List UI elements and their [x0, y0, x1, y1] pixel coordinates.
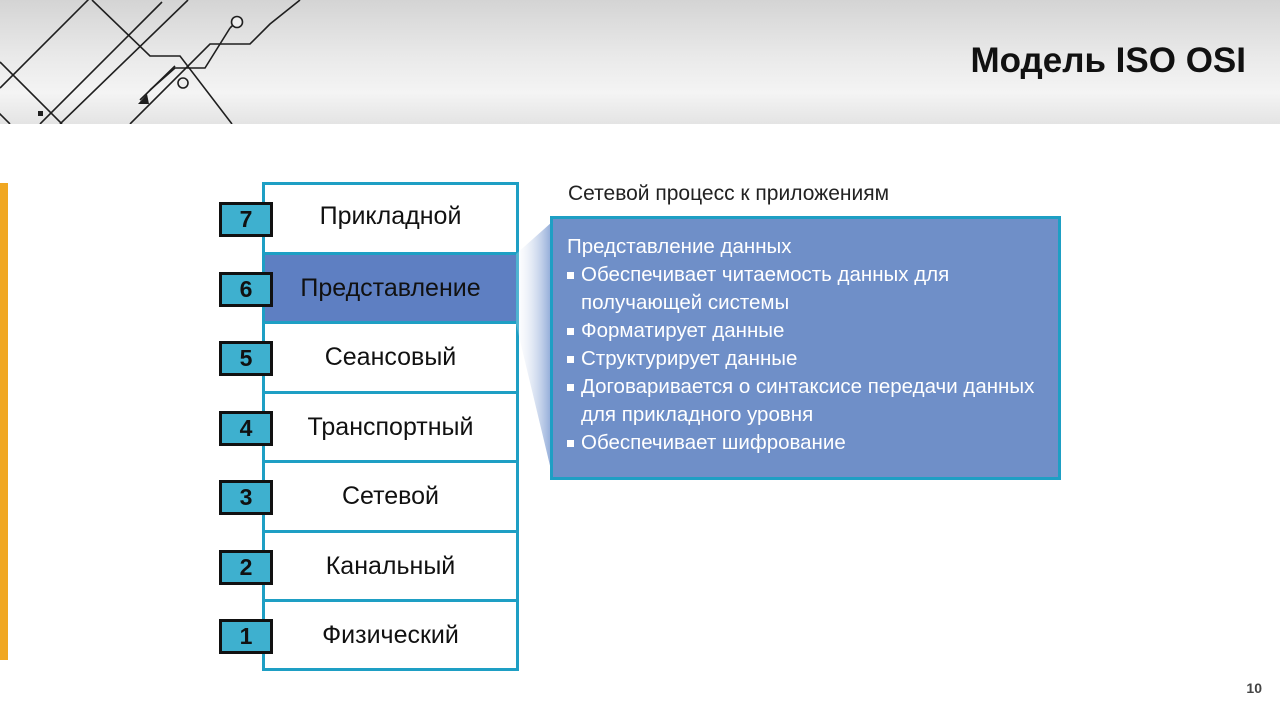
details-item-text: Структурирует данные: [581, 347, 798, 370]
bullet-icon: [567, 356, 574, 363]
layer-1-label: Физический: [262, 599, 519, 668]
layer-1-number: 1: [219, 619, 273, 654]
circuit-decoration: [0, 0, 330, 124]
details-list: [567, 261, 1046, 457]
slide-header: [0, 0, 1280, 124]
layer-3-number: 3: [219, 480, 273, 515]
details-item: [567, 261, 1046, 317]
layer-3-label: Сетевой: [262, 460, 519, 529]
details-item: [567, 317, 1046, 345]
layer-4-number: 4: [219, 411, 273, 446]
details-item-text: Обеспечивает читаемость данных для получающей системы: [581, 263, 950, 314]
layer-7-number: 7: [219, 202, 273, 237]
callout-connector: [516, 216, 552, 474]
details-item: [567, 345, 1046, 373]
bullet-icon: [567, 384, 574, 391]
bullet-icon: [567, 440, 574, 447]
accent-bar: [0, 183, 8, 660]
layer-5-number: 5: [219, 341, 273, 376]
layer-2-label: Канальный: [262, 530, 519, 599]
layer-6-number: 6: [219, 272, 273, 307]
presentation-layer-details: [550, 216, 1061, 480]
layer-5-label: Сеансовый: [262, 321, 519, 390]
details-item: [567, 429, 1046, 457]
bullet-icon: [567, 328, 574, 335]
details-item-text: Договаривается о синтаксисе передачи данных для прикладного уровня: [581, 375, 1035, 426]
layer-6-label: Представление: [262, 252, 519, 321]
details-item-text: Обеспечивает шифрование: [581, 431, 846, 454]
bullet-icon: [567, 272, 574, 279]
details-heading: Представление данных: [567, 235, 792, 258]
page-number: 10: [1246, 680, 1262, 696]
layer-7-label: Прикладной: [319, 202, 462, 230]
details-item: [567, 373, 1046, 429]
slide-title: Модель ISO OSI: [970, 41, 1246, 80]
details-item-text: Форматирует данные: [581, 319, 785, 342]
callout-label: Сетевой процесс к приложениям: [568, 182, 890, 205]
layer-2-number: 2: [219, 550, 273, 585]
layer-4-label: Транспортный: [262, 391, 519, 460]
